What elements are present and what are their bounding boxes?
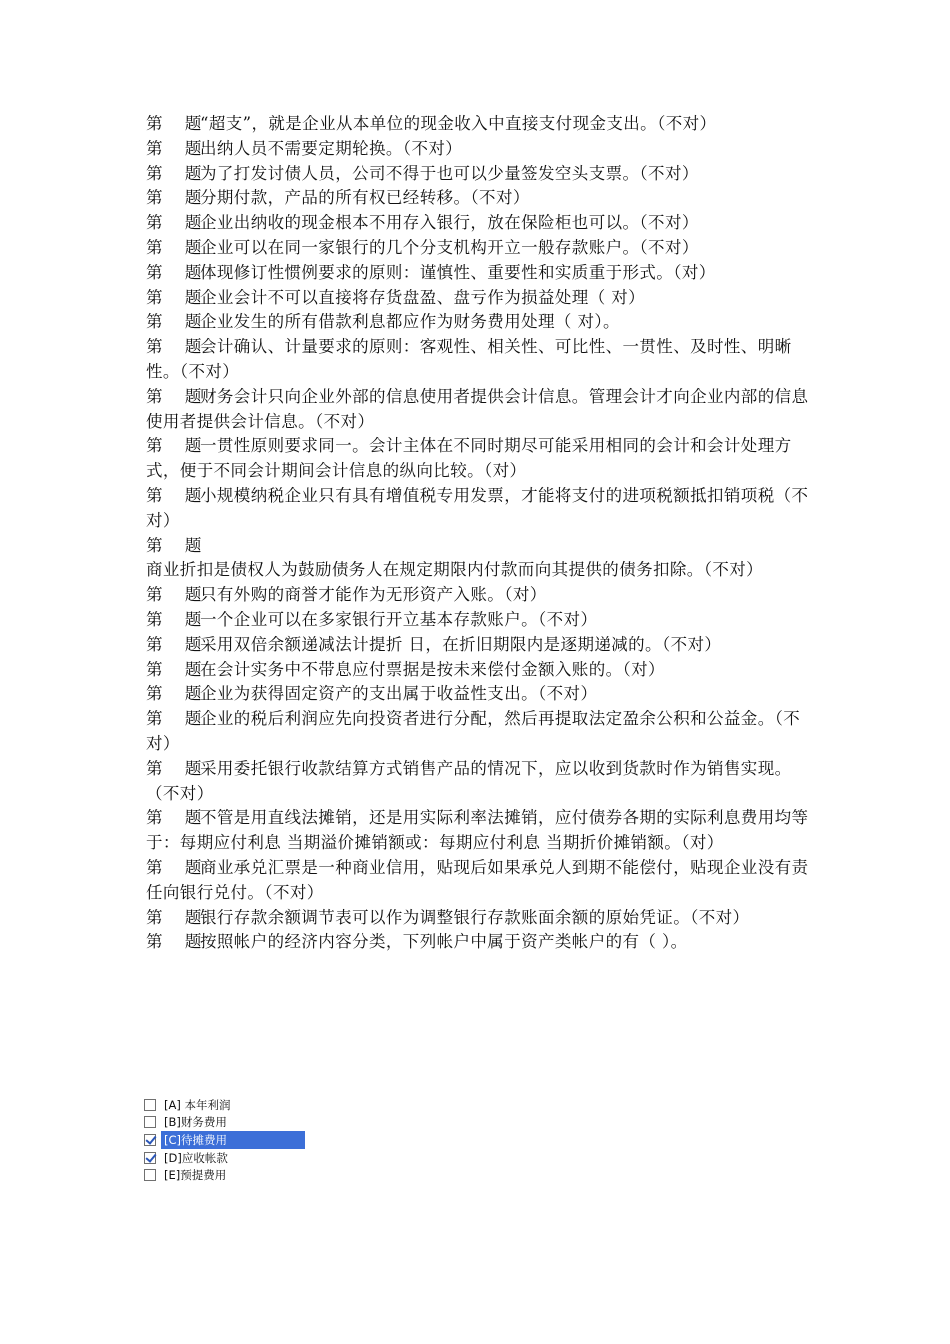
question-number-label: 第 题 (146, 907, 202, 927)
answer-option-label: [E]预提费用 (164, 1168, 227, 1183)
question-text: 出纳人员不需要定期轮换。（不对） (200, 138, 463, 158)
question-text: 企业会计不可以直接将存货盘盈、盘亏作为损益处理（ 对） (200, 287, 646, 307)
question-text: 采用双倍余额递减法计提折 日，在折旧期限内是逐期递减的。（不对） (200, 634, 722, 654)
answer-option[interactable] (144, 1114, 314, 1132)
question-text: “超支”，就是企业从本单位的现金收入中直接支付现金支出。（不对） (200, 114, 717, 133)
question-text: 企业可以在同一家银行的几个分支机构开立一般存款账户。（不对） (200, 237, 699, 257)
question-item (146, 906, 810, 931)
question-item (146, 162, 810, 187)
question-item (146, 261, 810, 286)
question-text: 小规模纳税企业只有具有增值税专用发票，才能将支付的进项税额抵扣销项税（不对） (146, 485, 809, 530)
question-number-label: 第 题 (146, 585, 202, 605)
question-item (146, 806, 810, 856)
question-item (146, 682, 810, 707)
answer-option-label: [C]待摊费用 (161, 1131, 305, 1149)
question-text: 只有外购的商誉才能作为无形资产入账。（对） (200, 585, 547, 605)
question-number-label: 第 题 (146, 436, 202, 456)
answer-option-label: [D]应收帐款 (164, 1150, 228, 1165)
question-item (146, 633, 810, 658)
question-item (146, 310, 810, 335)
question-item (146, 757, 810, 807)
question-number-label: 第 题 (146, 337, 202, 357)
question-item (146, 434, 810, 484)
answer-options (144, 1096, 314, 1184)
question-item (146, 236, 810, 261)
answer-option[interactable] (144, 1166, 314, 1184)
question-text: 一贯性原则要求同一。会计主体在不同时期尽可能采用相同的会计和会计处理方式，便于不同会计期间会计信息的纵向比较。（对） (146, 436, 792, 481)
question-number-label: 第 题 (146, 857, 202, 877)
question-text: 商业承兑汇票是一种商业信用，贴现后如果承兑人到期不能偿付，贴现企业没有责任向银行兑付。（不对） (146, 857, 809, 902)
question-number-label: 第 题 (146, 609, 202, 629)
question-number-label: 第 题 (146, 312, 202, 332)
question-text: 为了打发讨债人员，公司不得于也可以少量签发空头支票。（不对） (200, 163, 699, 183)
question-item (146, 112, 810, 137)
question-item (146, 856, 810, 906)
question-number-label: 第 题 (146, 163, 202, 183)
checkbox-checked-icon[interactable] (144, 1134, 156, 1146)
question-number-label: 第 题 (146, 386, 202, 406)
answer-option[interactable] (144, 1131, 314, 1149)
question-number-label: 第 题 (146, 188, 202, 208)
question-text: 在会计实务中不带息应付票据是按未来偿付金额入账的。（对） (200, 659, 665, 679)
question-number-label: 第 题 (146, 659, 202, 679)
question-item (146, 658, 810, 683)
question-text: 企业的税后利润应先向投资者进行分配，然后再提取法定盈余公积和公益金。（不对） (146, 709, 801, 753)
question-item (146, 930, 810, 955)
question-number-label: 第 题 (146, 262, 202, 282)
question-item (146, 608, 810, 633)
checkbox-icon[interactable] (144, 1116, 156, 1128)
answer-option-label: [B]财务费用 (164, 1115, 227, 1130)
question-number-label: 第 题 (146, 485, 202, 505)
question-number-label: 第 题 (146, 213, 202, 233)
question-item (146, 484, 810, 534)
question-item (146, 186, 810, 211)
question-number-label: 第 题 (146, 287, 202, 307)
question-number-label: 第 题 (146, 114, 202, 133)
question-text: 银行存款余额调节表可以作为调整银行存款账面余额的原始凭证。（不对） (200, 907, 750, 927)
question-item (146, 534, 810, 584)
question-text: 企业出纳收的现金根本不用存入银行，放在保险柜也可以。（不对） (200, 213, 699, 233)
question-number-label: 第 题 (146, 758, 202, 778)
question-number-label: 第 题 (146, 808, 202, 828)
question-text: 商业折扣是债权人为鼓励债务人在规定期限内付款而向其提供的债务扣除。（不对） (146, 560, 764, 580)
question-number-label: 第 题 (146, 684, 202, 704)
question-item (146, 211, 810, 236)
question-list (146, 112, 810, 955)
question-text: 采用委托银行收款结算方式销售产品的情况下，应以收到货款时作为销售实现。（不对） (146, 758, 792, 803)
question-text: 体现修订性惯例要求的原则：谨慎性、重要性和实质重于形式。（对） (200, 262, 716, 282)
question-text: 分期付款，产品的所有权已经转移。（不对） (200, 188, 530, 208)
question-number-label: 第 题 (146, 138, 202, 158)
checkbox-icon[interactable] (144, 1099, 156, 1111)
question-number-label: 第 题 (146, 237, 202, 257)
question-item (146, 137, 810, 162)
answer-option[interactable] (144, 1096, 314, 1114)
question-text: 会计确认、计量要求的原则：客观性、相关性、可比性、一贯性、及时性、明晰性。（不对） (146, 337, 792, 381)
checkbox-icon[interactable] (144, 1169, 156, 1181)
answer-option-label: [A] 本年利润 (164, 1097, 231, 1112)
question-text: 一个企业可以在多家银行开立基本存款账户。（不对） (200, 609, 598, 629)
question-item (146, 335, 810, 385)
answer-option[interactable] (144, 1149, 314, 1167)
question-text: 企业为获得固定资产的支出属于收益性支出。（不对） (200, 684, 598, 704)
question-text: 不管是用直线法摊销，还是用实际利率法摊销，应付债券各期的实际利息费用均等于：每期应付利息 当期溢价摊销额或：每期应付利息 当期折价摊销额。（对） (146, 808, 809, 853)
question-text: 财务会计只向企业外部的信息使用者提供会计信息。管理会计才向企业内部的信息使用者提供会计信息。（不对） (146, 386, 809, 431)
question-item (146, 583, 810, 608)
question-number-label: 第 题 (146, 932, 202, 952)
question-text: 按照帐户的经济内容分类，下列帐户中属于资产类帐户的有（ ）。 (200, 932, 688, 952)
question-item (146, 286, 810, 311)
question-number-label: 第 题 (146, 634, 202, 654)
question-number-label: 第 题 (146, 709, 202, 729)
checkbox-checked-icon[interactable] (144, 1152, 156, 1164)
question-item (146, 385, 810, 435)
question-item (146, 707, 810, 757)
question-text: 企业发生的所有借款利息都应作为财务费用处理（ 对）。 (200, 312, 620, 332)
question-number-label: 第 题 (146, 535, 202, 555)
